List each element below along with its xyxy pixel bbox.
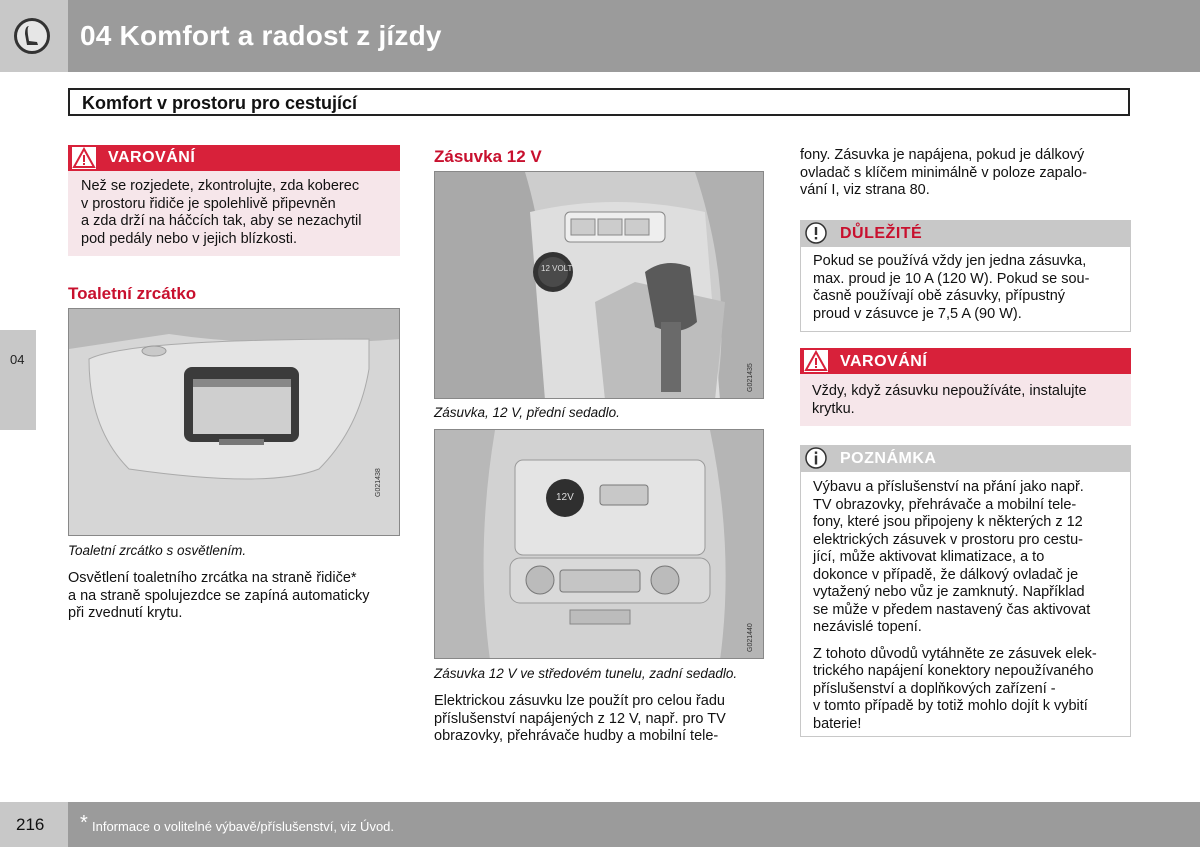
warning-heading: VAROVÁNÍ (840, 353, 928, 370)
rear-socket-caption: Zásuvka 12 V ve středovém tunelu, zadní sedadlo. (434, 666, 738, 681)
body-line: ovladač s klíčem minimálně v poloze zapalo- (800, 164, 1087, 181)
body-line: obrazovky, přehrávače hudby a mobilní tele- (434, 728, 719, 744)
note-heading: POZNÁMKA (840, 450, 937, 467)
socket-label: 12V (556, 492, 574, 503)
photo-code: G021438 (375, 468, 382, 497)
vanity-mirror-caption: Toaletní zrcátko s osvětlením. (68, 543, 247, 558)
warning-line: Než se rozjedete, zkontrolujte, zda koberec (81, 178, 360, 194)
subheading-vanity-mirror: Toaletní zrcátko (68, 284, 197, 303)
important-line: proud v zásuvce je 7,5 A (90 W). (813, 305, 1022, 322)
note-line: TV obrazovky, přehrávače a mobilní tele- (813, 496, 1077, 513)
photo-code: G021435 (747, 363, 754, 392)
body-line: příslušenství napájených z 12 V, např. pro TV (434, 710, 726, 727)
rear-socket-photo (434, 429, 764, 659)
note-line: baterie! (813, 715, 862, 732)
socket-text-continued (800, 147, 1087, 200)
note-body (800, 471, 1131, 737)
warning-triangle-icon (804, 350, 828, 372)
important-line: časně používají obě zásuvky, přípustný (813, 288, 1066, 304)
note-line: jící, může aktivovat klimatizace, a to (813, 549, 1045, 565)
socket-text (434, 693, 726, 746)
chapter-side-tab-label: 04 (10, 352, 25, 367)
note-line: dokonce v případě, že dálkový ovladač je (813, 566, 1079, 583)
warning-line: krytku. (812, 400, 855, 417)
note-icon-frame (804, 447, 828, 469)
warning-heading: VAROVÁNÍ (108, 149, 196, 166)
important-icon-frame (804, 222, 828, 244)
section-title: Komfort v prostoru pro cestující (82, 93, 358, 113)
paragraph-gap (813, 637, 1097, 646)
warning-line: Vždy, když zásuvku nepoužíváte, instalujte (812, 383, 1087, 399)
note-line: se může v předem nastavený čas aktivovat (813, 601, 1091, 618)
important-line: max. proud je 10 A (120 W). Pokud se sou- (813, 270, 1090, 287)
footer-note: Informace o volitelné výbavě/příslušenství, viz Úvod. (92, 819, 395, 834)
note-line: fony, které jsou připojeny k některých z 12 (813, 514, 1083, 530)
vanity-mirror-photo (68, 308, 400, 536)
note-line: trického napájení konektory nepoužívaného (813, 663, 1094, 679)
note-line: Výbavu a příslušenství na přání jako např. (813, 479, 1084, 495)
seat-icon (14, 18, 50, 54)
important-line: Pokud se používá vždy jen jedna zásuvka, (813, 253, 1087, 269)
warning-line: a zda drží na háčcích tak, aby se nezachytil (81, 213, 362, 229)
chapter-side-tab (0, 330, 36, 430)
important-heading: DŮLEŽITÉ (840, 225, 923, 242)
page-number: 216 (16, 815, 45, 834)
chapter-title: 04 Komfort a radost z jízdy (80, 20, 442, 51)
warning-triangle-icon (72, 147, 96, 169)
warning-body (68, 171, 400, 256)
subheading-12v-socket: Zásuvka 12 V (434, 147, 542, 166)
front-socket-caption: Zásuvka, 12 V, přední sedadlo. (434, 405, 620, 420)
warning-line: pod pedály nebo v jejich blízkosti. (81, 230, 298, 247)
body-line: fony. Zásuvka je napájena, pokud je dálkový (800, 147, 1085, 163)
warning-body (800, 374, 1131, 426)
vanity-mirror-text (68, 570, 369, 623)
body-line: a na straně spolujezdce se zapíná automaticky (68, 587, 370, 604)
note-line: nezávislé topení. (813, 619, 922, 635)
note-line: elektrických zásuvek v prostoru pro cestu- (813, 531, 1083, 548)
note-line: Z tohoto důvodů vytáhněte ze zásuvek elek- (813, 645, 1097, 662)
note-line: v tomto případě by totiž mohlo dojít k vybití (813, 698, 1088, 714)
body-line: při zvednutí krytu. (68, 605, 183, 621)
note-line: vytažený nebo vůz je zamknutý. Například (813, 584, 1085, 600)
warning-icon-frame (72, 147, 96, 169)
front-socket-photo (434, 171, 764, 399)
body-line: vání I, viz strana 80. (800, 182, 930, 198)
body-line: Elektrickou zásuvku lze použít pro celou řadu (434, 693, 725, 709)
socket-label: 12 VOLT (541, 264, 573, 273)
warning-line: v prostoru řidiče je spolehlivě připevněn (81, 195, 336, 212)
warning-icon-frame (804, 350, 828, 372)
body-line: Osvětlení toaletního zrcátka na straně řidiče* (68, 570, 357, 586)
footer-asterisk: * (80, 812, 88, 834)
important-body (800, 246, 1131, 332)
photo-code: G021440 (747, 623, 754, 652)
exclamation-circle-icon (804, 222, 828, 244)
note-line: příslušenství a doplňkových zařízení - (813, 680, 1056, 697)
info-circle-icon (804, 447, 828, 469)
